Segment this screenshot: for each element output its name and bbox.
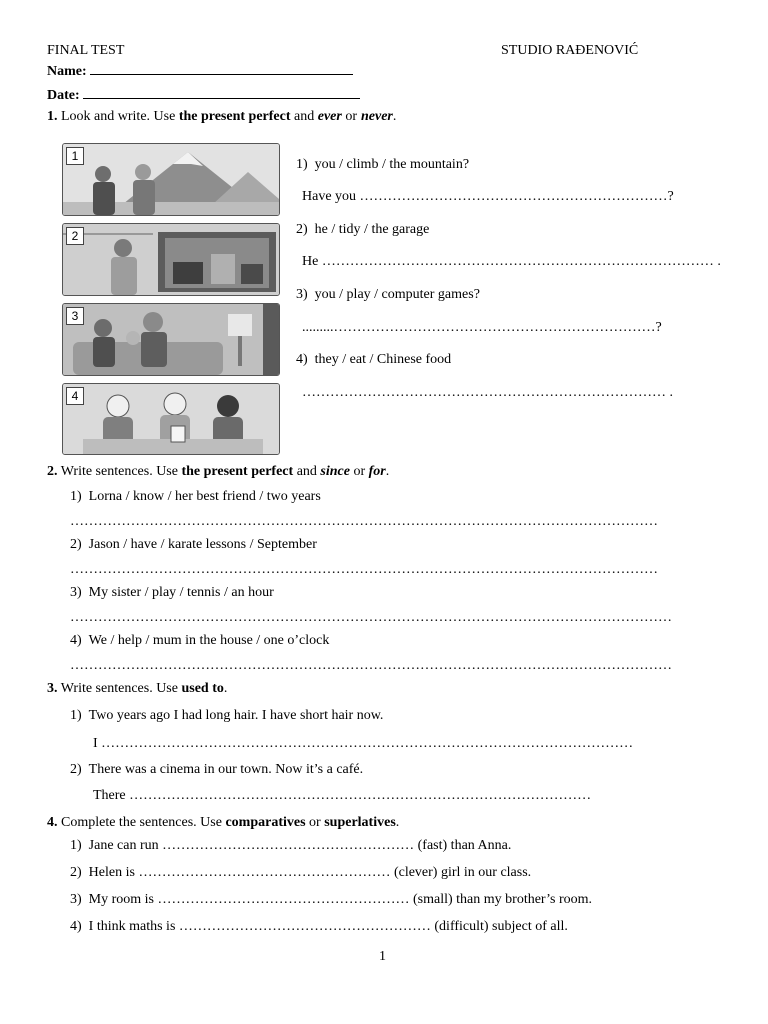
item-number: 4): [296, 352, 308, 367]
picture-number: 4: [66, 387, 84, 405]
ex3-item-1-prompt: [70, 708, 383, 724]
date-row: [47, 86, 360, 104]
instruction-text: Complete the sentences. Use: [61, 815, 222, 830]
picture-garage: [62, 223, 280, 296]
item-number: 3): [296, 287, 308, 302]
ex2-item-3-prompt: [70, 585, 274, 601]
ex2-item-1-answer-line[interactable]: ………………………………………………………………………………………………………………: [70, 514, 658, 529]
exercise-number: 2.: [47, 464, 58, 479]
ex1-item-4-prompt: [296, 352, 451, 368]
exercise-1-instruction: [47, 109, 396, 125]
ex4-item-1[interactable]: [70, 838, 511, 854]
instruction-text: Look and write. Use: [61, 109, 176, 124]
exercise-number: 3.: [47, 681, 58, 696]
item-sentence: Helen is ……………………………………………… (clever) girl in our class.: [88, 865, 532, 880]
picture-number: 2: [66, 227, 84, 245]
instruction-keyword: superlatives: [324, 815, 396, 830]
item-number: 3): [70, 585, 82, 600]
item-number: 4): [70, 633, 82, 648]
name-label: Name:: [47, 64, 87, 79]
item-number: 3): [70, 892, 82, 907]
item-number: 1): [70, 489, 82, 504]
name-row: [47, 62, 353, 80]
girls-eating-illustration: [63, 384, 279, 454]
instruction-text: .: [385, 464, 390, 479]
exercise-2-instruction: [47, 464, 389, 480]
ex1-item-1-answer[interactable]: Have you …………………………………………………………?: [302, 189, 674, 204]
garage-illustration: [63, 224, 279, 295]
instruction-keyword: used to: [181, 681, 224, 696]
ex2-item-1-prompt: [70, 489, 321, 505]
item-sentence: Jane can run ……………………………………………… (fast) than Anna.: [88, 838, 512, 853]
item-prompt: There was a cinema in our town. Now it’s a café.: [88, 762, 364, 777]
picture-number: 1: [66, 147, 84, 165]
instruction-keyword: since: [320, 464, 350, 479]
instruction-keyword: never: [361, 109, 393, 124]
instruction-text: or: [309, 815, 321, 830]
instruction-text: or: [353, 464, 366, 479]
instruction-text: and: [296, 464, 317, 479]
item-prompt: Two years ago I had long hair. I have short hair now.: [88, 708, 384, 723]
ex1-item-2-prompt: [296, 222, 429, 238]
item-number: 1): [70, 708, 82, 723]
item-number: 1): [296, 157, 308, 172]
item-prompt: My sister / play / tennis / an hour: [88, 585, 274, 600]
item-number: 2): [70, 865, 82, 880]
ex2-item-2-prompt: [70, 537, 317, 553]
instruction-text: .: [392, 109, 397, 124]
instruction-text: or: [345, 109, 357, 124]
ex1-item-1-prompt: [296, 157, 469, 173]
item-number: 4): [70, 919, 82, 934]
item-number: 2): [70, 537, 82, 552]
date-field[interactable]: [83, 86, 360, 99]
picture-chinese-food: [62, 383, 280, 455]
ex4-item-2[interactable]: [70, 865, 531, 881]
ex2-item-4-prompt: [70, 633, 329, 649]
ex2-item-2-answer-line[interactable]: ………………………………………………………………………………………………………………: [70, 562, 658, 577]
family-sofa-illustration: [63, 304, 279, 375]
item-prompt: he / tidy / the garage: [314, 222, 430, 237]
instruction-text: Write sentences. Use: [60, 681, 178, 696]
picture-computer-games: [62, 303, 280, 376]
exercise-3-instruction: [47, 681, 227, 697]
exercise-number: 4.: [47, 815, 58, 830]
picture-number: 3: [66, 307, 84, 325]
item-number: 2): [70, 762, 82, 777]
item-number: 2): [296, 222, 308, 237]
instruction-keyword: comparatives: [225, 815, 306, 830]
item-prompt: you / climb / the mountain?: [314, 157, 470, 172]
mountain-illustration: [63, 144, 279, 215]
instruction-text: .: [223, 681, 228, 696]
item-sentence: My room is ……………………………………………… (small) than my brother’s room.: [88, 892, 592, 907]
item-prompt: they / eat / Chinese food: [314, 352, 452, 367]
test-title: FINAL TEST: [47, 43, 125, 58]
exercise-4-instruction: [47, 815, 399, 831]
instruction-keyword: the present perfect: [181, 464, 294, 479]
item-number: 1): [70, 838, 82, 853]
instruction-keyword: ever: [317, 109, 342, 124]
picture-mountain: [62, 143, 280, 216]
ex2-item-3-answer-line[interactable]: …………………………………………………………………………………………………………………: [70, 610, 672, 625]
ex1-item-3-answer[interactable]: .........……………………………………………………………?: [302, 320, 662, 335]
item-prompt: you / play / computer games?: [314, 287, 480, 302]
instruction-text: and: [294, 109, 315, 124]
ex2-item-4-answer-line[interactable]: …………………………………………………………………………………………………………………: [70, 658, 672, 673]
instruction-text: Write sentences. Use: [60, 464, 178, 479]
page-number: 1: [379, 949, 386, 964]
ex1-item-3-prompt: [296, 287, 480, 303]
ex1-item-2-answer[interactable]: He ………………………………………………………………………… .: [302, 254, 721, 269]
ex3-item-1-answer[interactable]: I ……………………………………………………………………………………………………: [93, 736, 634, 751]
item-prompt: Jason / have / karate lessons / September: [88, 537, 317, 552]
ex4-item-3[interactable]: [70, 892, 592, 908]
ex4-item-4[interactable]: [70, 919, 568, 935]
exercise-number: 1.: [47, 109, 58, 124]
item-prompt: We / help / mum in the house / one o’clock: [88, 633, 330, 648]
ex1-item-4-answer[interactable]: …………………………………………………………………… .: [302, 385, 673, 400]
ex3-item-2-answer[interactable]: There ………………………………………………………………………………………: [93, 788, 592, 803]
ex3-item-2-prompt: [70, 762, 363, 778]
date-label: Date:: [47, 88, 80, 103]
instruction-keyword: the present perfect: [178, 109, 291, 124]
name-field[interactable]: [90, 62, 353, 75]
studio-name: STUDIO RAĐENOVIĆ: [501, 43, 639, 58]
item-sentence: I think maths is ……………………………………………… (difficult) subject of all.: [88, 919, 568, 934]
item-prompt: Lorna / know / her best friend / two years: [88, 489, 321, 504]
instruction-text: .: [395, 815, 400, 830]
instruction-keyword: for: [368, 464, 386, 479]
